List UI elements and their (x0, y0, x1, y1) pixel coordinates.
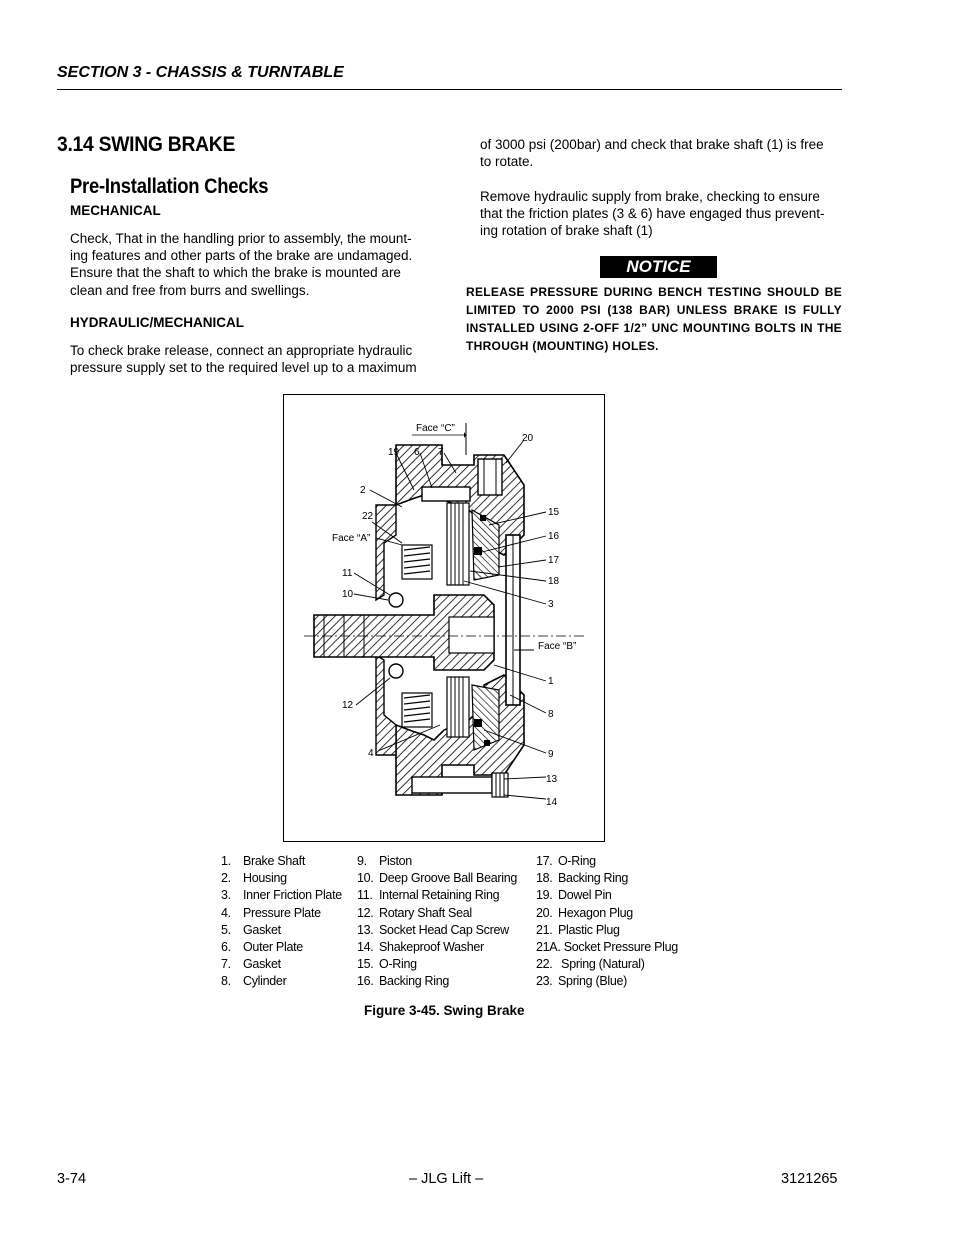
legend-item (536, 870, 678, 887)
legend-num: 7. (221, 957, 231, 972)
legend-num: 21A. (536, 940, 561, 955)
label-2: 2 (360, 485, 366, 496)
legend-label: Piston (379, 854, 412, 868)
label-17: 17 (548, 555, 560, 566)
legend-num: 10. (357, 871, 374, 886)
legend-item (357, 905, 517, 922)
shaft-bore (449, 617, 494, 653)
legend-label: Housing (243, 871, 287, 886)
hydraulic-heading: HYDRAULIC/MECHANICAL (70, 315, 244, 330)
legend-item (221, 870, 342, 887)
mechanical-line: Check, That in the handling prior to assembly, the mount- (70, 231, 412, 246)
legend-item (221, 939, 342, 956)
legend-label: Socket Pressure Plug (563, 940, 678, 955)
legend-item (536, 905, 678, 922)
hydraulic-line: To check brake release, connect an appropriate hydraulic (70, 343, 413, 358)
footer-brand: – JLG Lift – (409, 1171, 484, 1187)
face-c-label: Face “C” (416, 423, 455, 434)
legend-num: 14. (357, 940, 374, 955)
label-6: 6 (414, 447, 420, 458)
header-rule (57, 89, 842, 90)
legend-item (221, 905, 342, 922)
label-14: 14 (546, 797, 558, 808)
seal-mid (480, 515, 486, 521)
notice-badge: NOTICE (600, 256, 717, 278)
legend-item (357, 887, 517, 904)
legend-num: 15. (357, 957, 374, 972)
mechanical-line: ing features and other parts of the brake are undamaged. (70, 248, 413, 264)
subsection-title: Pre-Installation Checks (70, 175, 269, 198)
legend-item (221, 973, 342, 990)
legend-label: Inner Friction Plate (243, 888, 342, 903)
legend-num: 3. (221, 888, 231, 903)
hydraulic-paragraph (70, 342, 440, 376)
legend-num: 2. (221, 871, 231, 886)
face-a-label: Face “A” (332, 533, 371, 544)
cap-screw (412, 777, 492, 793)
bearing-bottom (389, 664, 403, 678)
legend-label: Deep Groove Ball Bearing (379, 871, 518, 886)
legend-label: Shakeproof Washer (379, 940, 484, 955)
legend-num: 18. (536, 871, 553, 886)
label-9: 9 (548, 749, 554, 760)
legend-label: Plastic Plug (558, 922, 620, 937)
legend-num: 20. (536, 905, 553, 920)
right-paragraph-2 (480, 188, 845, 240)
hexagon-plug (478, 459, 502, 495)
legend-label: O-Ring (379, 957, 417, 972)
mechanical-line: clean and free from burrs and swellings. (70, 282, 310, 298)
legend-label: Backing Ring (379, 974, 450, 989)
legend-item (221, 922, 342, 939)
legend-item (536, 853, 678, 870)
housing-left-upper (376, 505, 396, 600)
legend-col-1 (221, 853, 342, 991)
hydraulic-line: pressure supply set to the required level up to a maximum (70, 360, 417, 376)
legend-item (357, 922, 517, 939)
legend-label: Cylinder (243, 974, 287, 989)
legend-num: 12. (357, 905, 374, 920)
legend-item (357, 973, 517, 990)
legend-col-3 (536, 853, 678, 991)
legend-label: Backing Ring (558, 871, 629, 886)
legend-num: 5. (221, 922, 231, 937)
legend-num: 17. (536, 854, 553, 868)
legend-label: Spring (Blue) (558, 974, 628, 989)
legend-num: 16. (357, 974, 374, 989)
legend-item (536, 887, 678, 904)
legend-label: Hexagon Plug (558, 905, 633, 920)
legend-item (221, 956, 342, 973)
legend-num: 13. (357, 922, 374, 937)
label-15: 15 (548, 507, 560, 518)
label-11: 11 (342, 568, 353, 579)
legend-num: 22. (536, 957, 553, 972)
label-8: 8 (548, 709, 554, 720)
label-16: 16 (548, 531, 560, 542)
right-line: ing rotation of brake shaft (1) (480, 223, 653, 239)
legend-num: 8. (221, 974, 231, 989)
legend-item (536, 956, 678, 973)
bearing-top (389, 593, 403, 607)
face-b-label: Face “B” (538, 641, 577, 652)
label-13: 13 (546, 774, 558, 785)
seal-bot2 (484, 740, 490, 746)
legend-item (357, 853, 517, 870)
legend-label: Pressure Plate (243, 905, 321, 920)
legend-label: Internal Retaining Ring (379, 888, 500, 903)
legend-item (221, 853, 342, 870)
right-paragraph-1 (480, 136, 845, 170)
legend-num: 9. (357, 854, 367, 868)
mechanical-heading: MECHANICAL (70, 203, 161, 218)
figure-box (283, 394, 605, 842)
mechanical-paragraph (70, 230, 440, 299)
mechanical-line: Ensure that the shaft to which the brake is mounted are (70, 265, 401, 281)
label-18: 18 (548, 576, 560, 587)
legend-num: 19. (536, 888, 553, 903)
legend-label: O-Ring (558, 854, 596, 868)
label-10: 10 (342, 589, 354, 600)
notice-text: RELEASE PRESSURE DURING BENCH TESTING SHOULD BE LIMITED TO 2000 PSI (138 BAR) UNLESS BRAKE IS FULLY INSTALLED USING 2-OFF 1/2” UNC MOUNTING BOLTS IN THE THROUGH (MOUNTING) HOLES. (466, 285, 842, 353)
legend-col-2 (357, 853, 517, 991)
legend-num: 11. (357, 888, 373, 903)
section-header: SECTION 3 - CHASSIS & TURNTABLE (57, 64, 344, 81)
label-22: 22 (362, 511, 374, 522)
label-3: 3 (548, 599, 554, 610)
legend-label: Gasket (243, 957, 281, 972)
label-19: 19 (388, 447, 400, 458)
legend-label: Outer Plate (243, 940, 303, 955)
label-4: 4 (368, 748, 374, 759)
legend-label: Rotary Shaft Seal (379, 905, 472, 920)
legend-item (357, 870, 517, 887)
legend-item (536, 922, 678, 939)
legend-num: 6. (221, 940, 231, 955)
right-line: to rotate. (480, 154, 534, 170)
legend-label: Dowel Pin (558, 888, 612, 903)
seal-bot (474, 719, 482, 727)
legend-item (221, 887, 342, 904)
legend-item (536, 939, 678, 956)
label-20: 20 (522, 433, 534, 444)
page-number: 3-74 (57, 1171, 87, 1187)
seal-top (474, 547, 482, 555)
legend-num: 4. (221, 905, 231, 920)
legend-item (357, 939, 517, 956)
dowel-pin (422, 487, 470, 501)
figure-caption: Figure 3-45. Swing Brake (364, 1003, 525, 1018)
legend-label: Brake Shaft (243, 854, 306, 868)
label-12: 12 (342, 700, 354, 711)
legend-label: Gasket (243, 922, 281, 937)
label-7: 7 (438, 447, 444, 458)
legend-num: 21. (536, 922, 553, 937)
right-line: of 3000 psi (200bar) and check that brake shaft (1) is free (480, 137, 824, 152)
legend-num: 23. (536, 974, 553, 989)
right-line: Remove hydraulic supply from brake, checking to ensure (480, 189, 820, 204)
section-title: 3.14 SWING BRAKE (57, 133, 236, 156)
right-line: that the friction plates (3 & 6) have engaged thus prevent- (480, 206, 825, 222)
legend-item (536, 973, 678, 990)
legend-label: Socket Head Cap Screw (379, 922, 509, 937)
document-number: 3121265 (781, 1171, 838, 1187)
legend-num: 1. (221, 854, 231, 868)
legend-item (357, 956, 517, 973)
legend-label: Spring (Natural) (558, 957, 645, 972)
label-1: 1 (548, 676, 554, 687)
swing-brake-diagram (284, 395, 604, 841)
